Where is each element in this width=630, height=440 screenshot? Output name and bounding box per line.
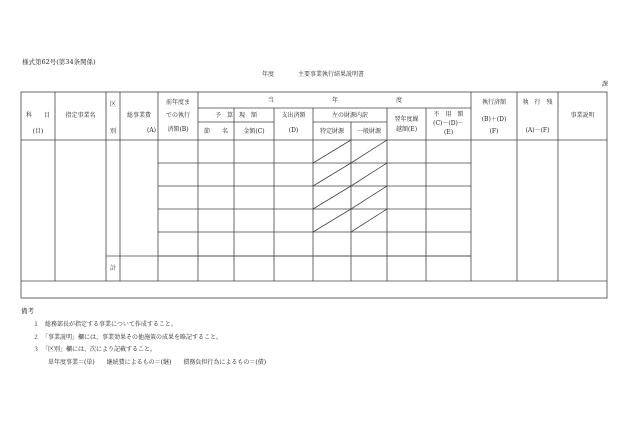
diagonal-strike bbox=[351, 163, 387, 186]
diagonal-strike bbox=[313, 209, 351, 232]
col-total-cost: 総事業費 bbox=[126, 112, 151, 119]
note-item-3: ３ 「区別」欄には、次により記載すること。 bbox=[33, 346, 157, 353]
col-carryover-code: 越額(E) bbox=[395, 126, 418, 133]
col-prev-executed-3: 済額(B) bbox=[167, 126, 189, 133]
col-unused-2: (C)－(D)－ bbox=[433, 120, 464, 127]
col-project-name: 指定事業名 bbox=[65, 112, 96, 119]
col-kubun-top: 区 bbox=[109, 101, 116, 108]
col-subject: 科 目 bbox=[25, 112, 50, 119]
diagonal-strike bbox=[313, 186, 351, 209]
col-balance: 金額(C) bbox=[243, 128, 265, 135]
note-item-1: １ 総務部長が指定する事業について作成すること。 bbox=[33, 321, 177, 328]
col-carryover: 翌年度繰 bbox=[394, 116, 419, 123]
col-unused-3: (E) bbox=[443, 129, 454, 136]
col-subject-code: (目) bbox=[32, 128, 44, 135]
kubun-legend: 単年度事業＝(単) 継続費によるもの＝(継) 債務負担行為によるもの＝(債) bbox=[48, 359, 267, 366]
diagonal-strike bbox=[351, 140, 387, 163]
group-current-year-2: 年 bbox=[332, 97, 339, 104]
diagonal-strike bbox=[351, 209, 387, 232]
col-unused-1: 不 用 額 bbox=[433, 111, 464, 118]
col-remaining-2: (A)－(F) bbox=[525, 127, 550, 134]
col-explanation: 事業説明 bbox=[570, 112, 595, 119]
department-unit-label: 課 bbox=[602, 81, 609, 88]
col-kubun-bottom: 別 bbox=[109, 128, 116, 135]
col-general-source: 一般財源 bbox=[356, 128, 381, 135]
col-specific-source: 特定財源 bbox=[319, 128, 344, 135]
col-prev-executed-2: での執行 bbox=[165, 112, 190, 119]
col-remaining-1: 執 行 残 bbox=[522, 99, 553, 106]
col-prev-executed-1: 前年度ま bbox=[165, 99, 190, 106]
col-executed-1: 執行済額 bbox=[481, 99, 506, 106]
note-item-2: ２ 「事業説明」欄には、事業効果その他施策の成果を略記すること。 bbox=[33, 334, 223, 341]
col-total-cost-code: (A) bbox=[147, 127, 157, 134]
col-setsu-name: 節 名 bbox=[203, 128, 228, 135]
form-number: 様式第62号(第34条関係) bbox=[22, 58, 96, 66]
diagonal-strike bbox=[351, 186, 387, 209]
col-spent-code: (D) bbox=[288, 127, 299, 134]
diagonal-strike bbox=[313, 140, 351, 163]
title-year: 年度 bbox=[262, 71, 275, 78]
col-spent: 支出済額 bbox=[281, 112, 306, 119]
col-executed-2: (B)＋(D) bbox=[481, 116, 507, 123]
sub-budget: 予 算 現 額 bbox=[214, 112, 257, 119]
document-title: 主要事業執行結果説明書 bbox=[298, 71, 365, 78]
group-current-year-3: 度 bbox=[396, 97, 403, 104]
total-label: 計 bbox=[109, 265, 116, 272]
notes-heading: 備考 bbox=[21, 307, 34, 315]
group-current-year-1: 当 bbox=[268, 97, 275, 104]
col-executed-3: (F) bbox=[489, 128, 499, 135]
sub-funding: 左の財源内訳 bbox=[331, 112, 368, 119]
diagonal-strike bbox=[313, 163, 351, 186]
